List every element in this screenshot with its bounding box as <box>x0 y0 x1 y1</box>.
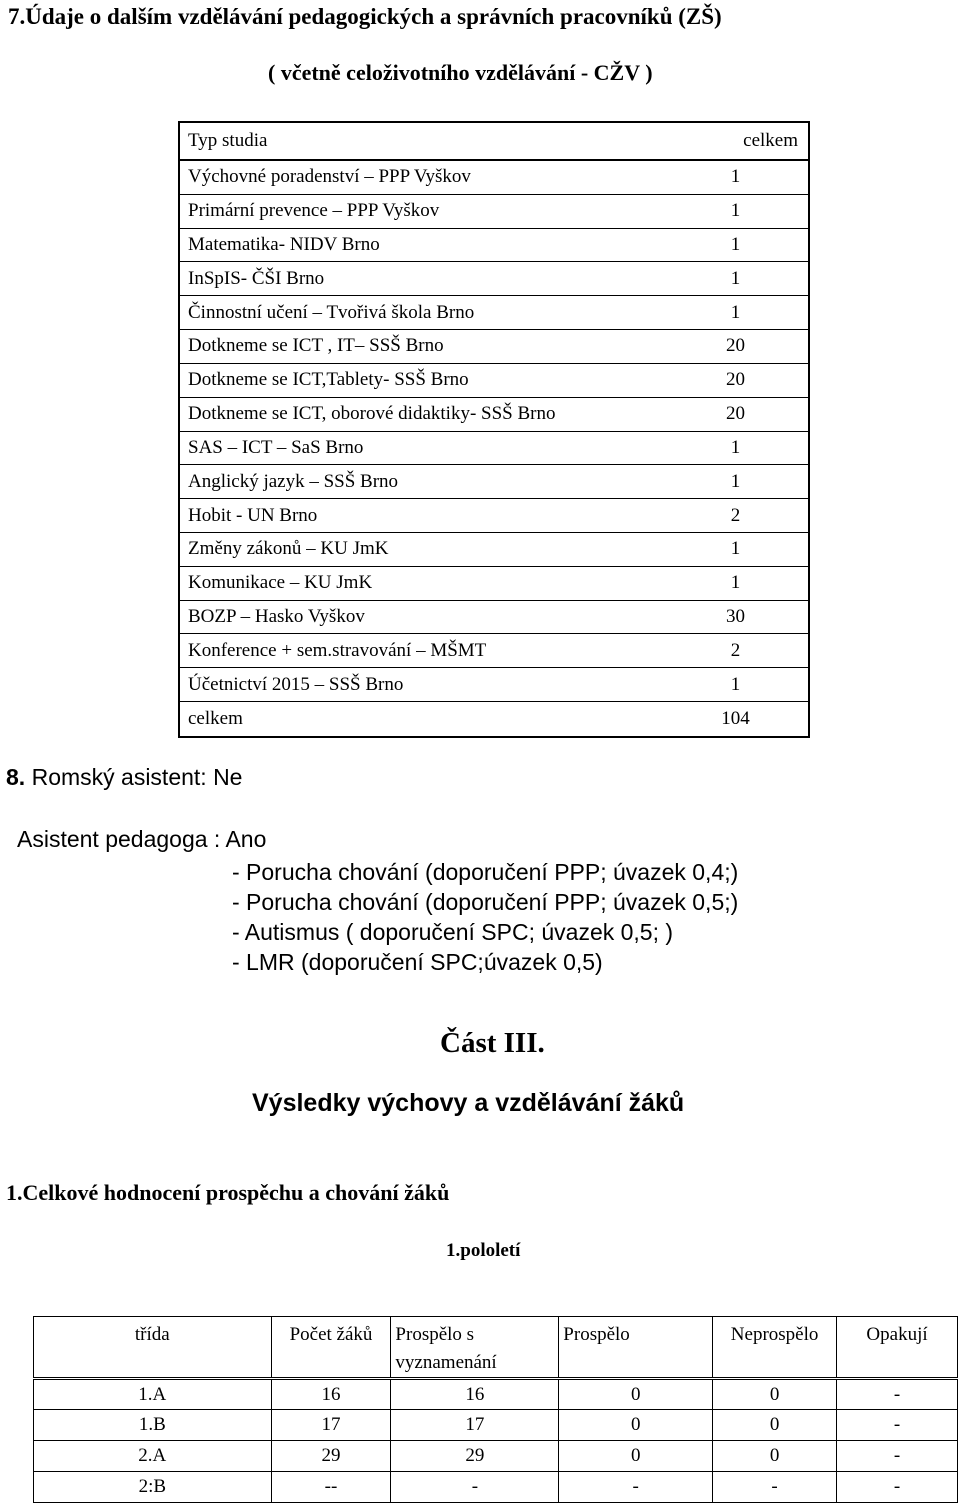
table-cell: 2:B <box>34 1472 272 1503</box>
training-count: 1 <box>730 538 741 560</box>
table-row <box>34 1379 958 1410</box>
table-row <box>180 499 808 533</box>
results-table <box>33 1316 958 1503</box>
header-cell: Prospělo <box>559 1317 713 1379</box>
table-row <box>180 601 808 635</box>
table-row <box>34 1441 958 1472</box>
results-title: Výsledky výchovy a vzdělávání žáků <box>252 1089 685 1117</box>
semester-label: 1.pololetí <box>446 1240 521 1261</box>
training-name: Dotkneme se ICT , IT– SSŠ Brno <box>188 335 444 357</box>
table-cell: 0 <box>559 1441 713 1472</box>
training-name: Dotkneme se ICT,Tablety- SSŠ Brno <box>188 369 469 391</box>
training-table-body <box>180 161 808 736</box>
assistant-title: Asistent pedagoga : Ano <box>17 826 267 852</box>
table-cell: 0 <box>713 1379 837 1410</box>
training-count: 20 <box>726 369 745 391</box>
list-item: - Porucha chování (doporučení PPP; úvazek 0,4;) <box>232 859 739 885</box>
table-cell: - <box>837 1441 958 1472</box>
table-cell: - <box>837 1379 958 1410</box>
table-row <box>180 668 808 702</box>
training-count: 2 <box>730 639 741 661</box>
table-row <box>180 465 808 499</box>
table-cell: 2.A <box>34 1441 272 1472</box>
table-row <box>180 364 808 398</box>
table-row <box>180 229 808 263</box>
training-name: Hobit - UN Brno <box>188 504 318 526</box>
training-name: Výchovné poradenství – PPP Vyškov <box>188 166 471 188</box>
training-count: 1 <box>730 470 741 492</box>
training-name: Anglický jazyk – SSŠ Brno <box>188 470 399 492</box>
training-name: Komunikace – KU JmK <box>188 572 373 594</box>
training-count: 104 <box>721 707 750 729</box>
table-row <box>180 296 808 330</box>
training-name: celkem <box>188 707 243 729</box>
table-cell: 17 <box>271 1410 391 1441</box>
table-cell: - <box>837 1472 958 1503</box>
table-cell: - <box>391 1472 559 1503</box>
training-count: 1 <box>730 166 741 188</box>
training-table <box>178 121 810 738</box>
header-cell: třída <box>34 1317 272 1379</box>
section-7-subheading: ( včetně celoživotního vzdělávání - CŽV ) <box>268 60 653 85</box>
table-row <box>180 330 808 364</box>
table-cell: 29 <box>271 1441 391 1472</box>
table-row <box>180 702 808 736</box>
training-name: Změny zákonů – KU JmK <box>188 538 389 560</box>
list-item: - Porucha chování (doporučení PPP; úvazek 0,5;) <box>232 889 739 915</box>
table-cell: 1.A <box>34 1379 272 1410</box>
training-count: 1 <box>730 673 741 695</box>
table-cell: 17 <box>391 1410 559 1441</box>
table-row <box>180 567 808 601</box>
table-cell: 0 <box>713 1410 837 1441</box>
training-count: 1 <box>730 200 741 222</box>
training-count: 30 <box>726 605 745 627</box>
header-total: celkem <box>743 130 798 151</box>
list-item: - LMR (doporučení SPC;úvazek 0,5) <box>232 949 603 975</box>
training-name: InSpIS- ČŠI Brno <box>188 267 325 289</box>
table-row <box>180 398 808 432</box>
training-count: 1 <box>730 572 741 594</box>
table-row <box>34 1410 958 1441</box>
training-count: 1 <box>730 234 741 256</box>
training-name: Činnostní učení – Tvořivá škola Brno <box>188 301 475 323</box>
header-cell: Prospělo s vyznamenání <box>391 1317 559 1379</box>
table-cell: -- <box>271 1472 391 1503</box>
header-type: Typ studia <box>188 130 268 151</box>
table-row <box>180 533 808 567</box>
table-row <box>180 634 808 668</box>
part-title: Část III. <box>440 1027 545 1059</box>
training-name: Účetnictví 2015 – SSŠ Brno <box>188 673 404 695</box>
training-count: 20 <box>726 335 745 357</box>
section-8-number: 8. <box>6 764 26 790</box>
list-item: - Autismus ( doporučení SPC; úvazek 0,5; ) <box>232 919 674 945</box>
training-name: BOZP – Hasko Vyškov <box>188 605 365 627</box>
table-cell: 0 <box>559 1410 713 1441</box>
table-cell: 29 <box>391 1441 559 1472</box>
section-1-heading: 1.Celkové hodnocení prospěchu a chování žáků <box>6 1180 450 1205</box>
table-cell: - <box>837 1410 958 1441</box>
training-count: 1 <box>730 301 741 323</box>
training-table-header <box>180 123 808 161</box>
table-row <box>180 195 808 229</box>
training-count: 1 <box>730 436 741 458</box>
table-cell: 16 <box>271 1379 391 1410</box>
table-cell: - <box>559 1472 713 1503</box>
training-count: 2 <box>730 504 741 526</box>
table-row <box>180 262 808 296</box>
results-table-header <box>34 1317 958 1379</box>
training-name: SAS – ICT – SaS Brno <box>188 436 364 458</box>
table-cell: 1.B <box>34 1410 272 1441</box>
training-name: Konference + sem.stravování – MŠMT <box>188 639 487 661</box>
table-row <box>180 161 808 195</box>
table-cell: 0 <box>713 1441 837 1472</box>
header-cell: Neprospělo <box>713 1317 837 1379</box>
training-count: 1 <box>730 267 741 289</box>
table-cell: 0 <box>559 1379 713 1410</box>
training-name: Dotkneme se ICT, oborové didaktiky- SSŠ Brno <box>188 403 556 425</box>
section-8-roma-assistant <box>6 764 242 791</box>
header-cell: Počet žáků <box>271 1317 391 1379</box>
header-cell: Opakují <box>837 1317 958 1379</box>
section-8-text: Romský asistent: Ne <box>25 764 243 790</box>
training-name: Primární prevence – PPP Vyškov <box>188 200 440 222</box>
table-row <box>180 432 808 466</box>
training-count: 20 <box>726 403 745 425</box>
assistant-list <box>232 857 738 977</box>
section-7-heading: 7.Údaje o dalším vzdělávání pedagogických a správních pracovníků (ZŠ) <box>8 4 722 29</box>
training-name: Matematika- NIDV Brno <box>188 234 380 256</box>
table-row <box>34 1472 958 1503</box>
table-cell: 16 <box>391 1379 559 1410</box>
table-cell: - <box>713 1472 837 1503</box>
